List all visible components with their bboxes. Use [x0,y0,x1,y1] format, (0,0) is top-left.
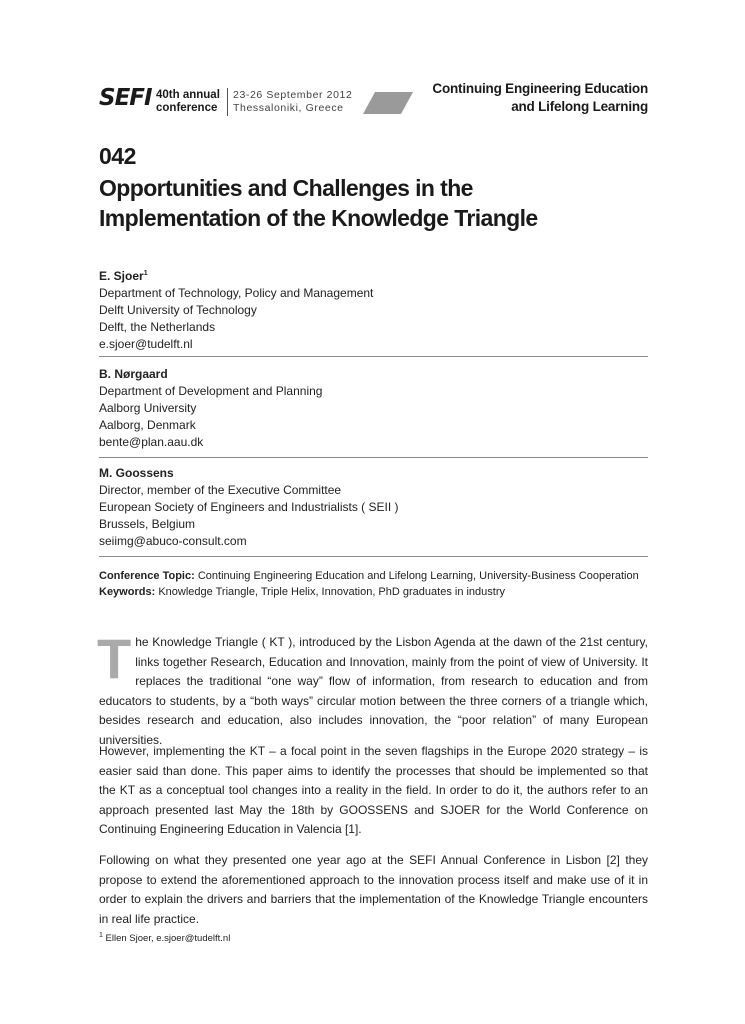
footnote-mark: 1 [143,270,148,277]
author-email: e.sjoer@tudelft.nl [99,337,193,351]
track-line-1: Continuing Engineering Education [432,81,648,96]
author-block-3 [99,465,399,550]
author-name: M. Goossens [99,466,174,480]
title-line-2: Implementation of the Knowledge Triangle [99,205,538,231]
conference-header [99,76,648,120]
drop-cap: T [97,627,132,690]
conference-word: conference [156,102,218,114]
conference-topic: Conference Topic: Continuing Engineering Education and Lifelong Learning, University-Business Cooperation [99,570,639,582]
author-affiliation: European Society of Engineers and Industrialists ( SEII ) [99,500,399,514]
footnote-mark: 1 [99,932,103,939]
keywords: Keywords: Knowledge Triangle, Triple Helix, Innovation, PhD graduates in industry [99,586,506,598]
paper-title [99,173,659,233]
author-affiliation: Brussels, Belgium [99,517,196,531]
conference-location: Thessaloniki, Greece [233,102,344,114]
author-email: bente@plan.aau.dk [99,435,204,449]
author-name: E. Sjoer$^1$ [99,269,148,283]
body-paragraph-1: The Knowledge Triangle ( KT ), introduced by the Lisbon Agenda at the dawn of the 21st century, links together Research, Education and Innovation, mainly from the point of view of University. It replaces the traditional “one way” flow of information, from research to education and from educators to students, by a “both ways” circular motion between the three corners of a triangle which, besides research and education, also includes innovation, the “poor relation” of many European universities. [97,627,648,747]
author-email: seiimg@abuco-consult.com [99,534,247,548]
paper-meta [99,568,659,600]
decorative-parallelogram [363,92,413,114]
title-line-1: Opportunities and Challenges in the [99,175,473,201]
author-affiliation: Department of Technology, Policy and Management [99,286,374,300]
conference-ordinal: 40th annual [156,89,220,101]
author-affiliation: Delft, the Netherlands [99,320,216,334]
body-paragraph-3: Following on what they presented one year ago at the SEFI Annual Conference in Lisbon [2] they propose to extend the aforementioned approach to the innovation process itself and make use of it in order to explain the drivers and barriers that the implementation of the Knowledge Triangle encounters in real life practice. [99,853,648,926]
author-affiliation: Aalborg University [99,401,197,415]
author-divider [99,457,648,458]
paper-number: 042 [99,143,136,169]
header-divider [227,88,228,116]
conference-label [156,89,220,115]
author-block-1 [99,265,373,353]
author-name: B. Nørgaard [99,367,168,381]
author-divider [99,556,648,557]
body-paragraph-2: However, implementing the KT – a focal point in the seven flagships in the Europe 2020 strategy – is easier said than done. This paper aims to identify the processes that should be implemented so that the KT as a conceptual tool changes into a reality in the field. In order to do it, the authors refer to an approach presented last May the 18th by GOOSSENS and SJOER for the World Conference on Continuing Engineering Education in Valencia [1]. [99,744,648,836]
author-block-2 [99,366,322,451]
sefi-logo: SEFI [99,85,152,111]
author-affiliation: Aalborg, Denmark [99,418,196,432]
footnote: $^1$ Ellen Sjoer, e.sjoer@tudelft.nl [99,932,231,945]
author-affiliation: Department of Development and Planning [99,384,323,398]
author-affiliation: Delft University of Technology [99,303,257,317]
author-affiliation: Director, member of the Executive Committee [99,483,342,497]
author-divider [99,356,648,357]
track-line-2: and Lifelong Learning [511,99,648,114]
conference-dates-location [233,89,352,115]
conference-dates: 23-26 September 2012 [233,89,353,101]
conference-track [432,80,648,116]
